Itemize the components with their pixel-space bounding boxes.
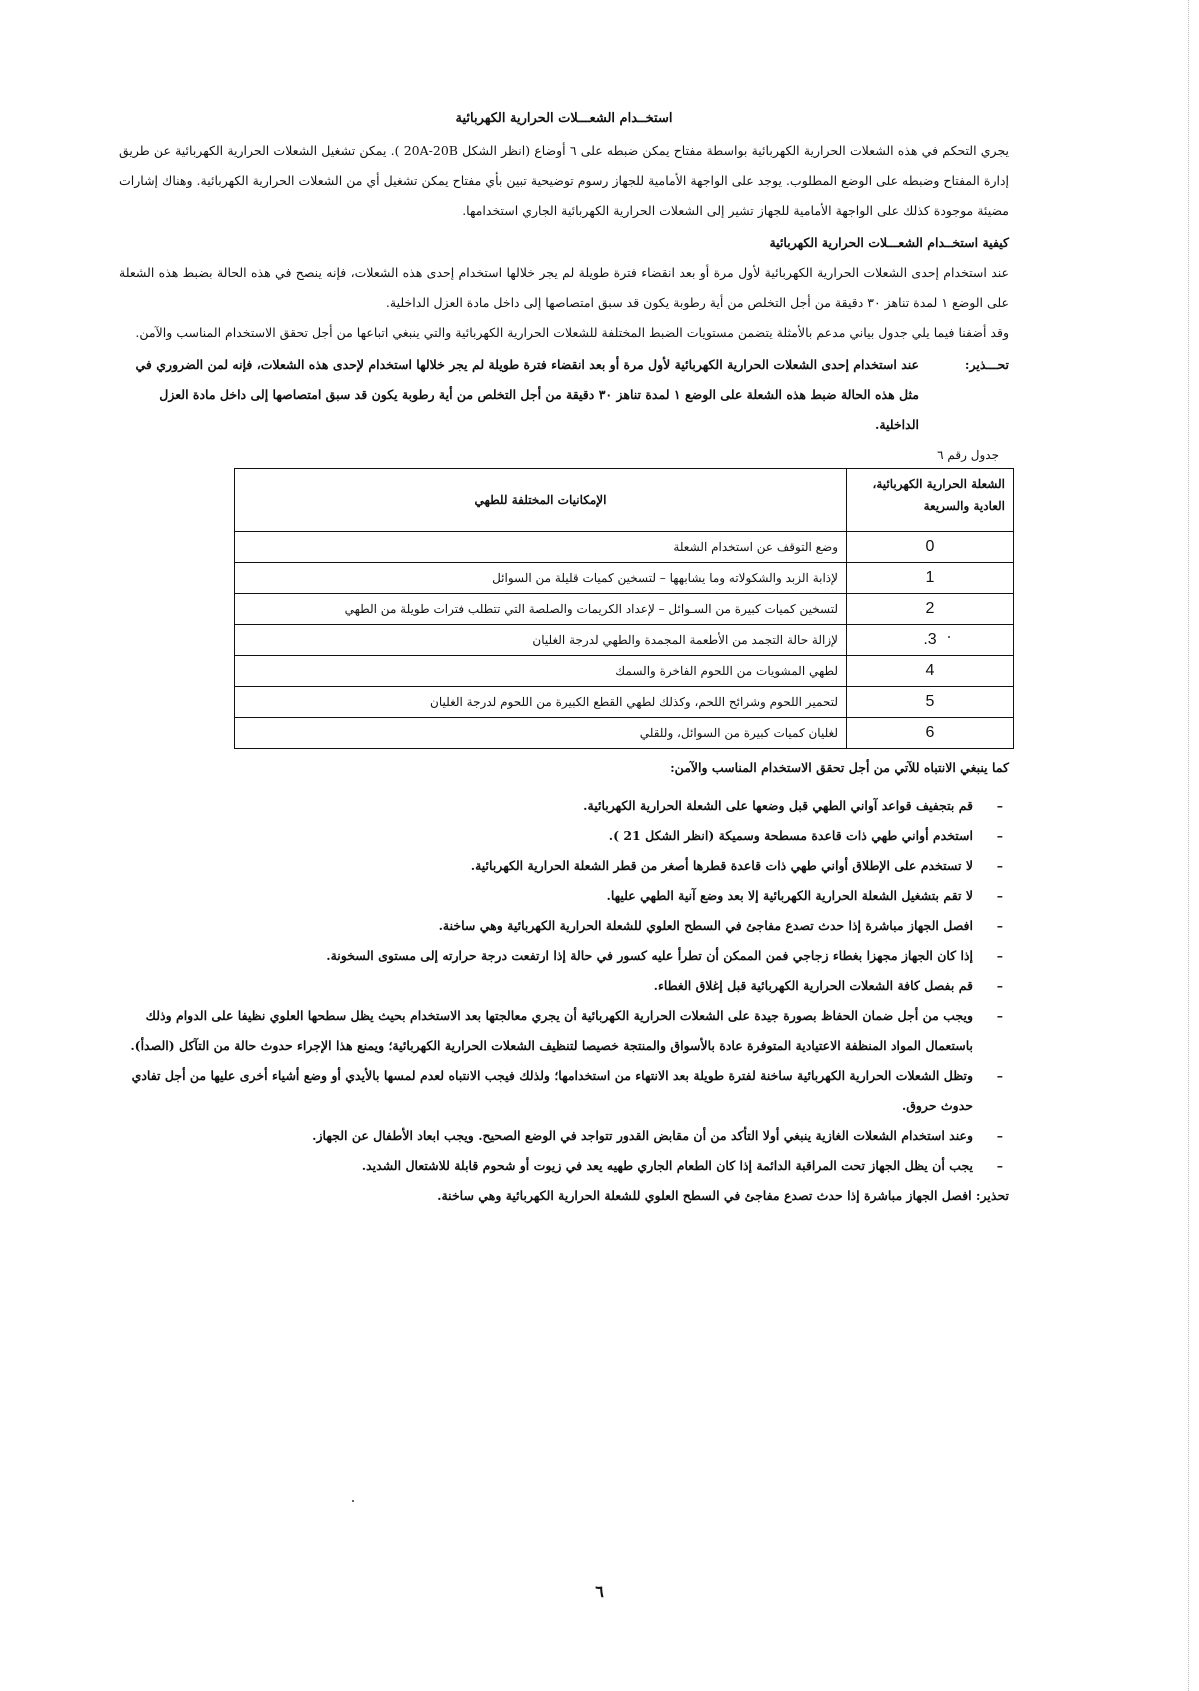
- list-item: – قم بفصل كافة الشعلات الحرارية الكهربائية قبل إغلاق الغطاء.: [119, 971, 1009, 1001]
- warning-label: تحـــذير:: [964, 357, 1009, 372]
- table-row: [235, 687, 1014, 718]
- table-row: [235, 532, 1014, 563]
- header-burner: الشعلة الحرارية الكهربائية، العادية والسريعة: [847, 469, 1014, 532]
- page-number: ٦: [595, 1582, 604, 1601]
- warning-block: [119, 350, 1009, 440]
- level-cell: 6: [847, 718, 1014, 749]
- table-row: [235, 563, 1014, 594]
- table-caption: جدول رقم ٦: [937, 448, 999, 462]
- description-cell: لإذابة الزبد والشكولاته وما يشابهها – لتسخين كميات قليلة من السوائل: [235, 563, 847, 594]
- list-item: – افصل الجهاز مباشرة إذا حدث تصدع مفاجئ في السطح العلوي للشعلة الحرارية الكهربائية وهي ساخنة.: [119, 911, 1009, 941]
- description-cell: لطهي المشويات من اللحوم الفاخرة والسمك: [235, 656, 847, 687]
- table-row: [235, 718, 1014, 749]
- intro-paragraph: يجري التحكم في هذه الشعلات الحرارية الكهربائية بواسطة مفتاح يمكن ضبطه على ٦ أوضاع (انظر الشكل 20A-20B ). يمكن تشغيل الشعلات الحرارية الكهربائية عن طريق إدارة المفتاح وضبطه على الوضع المطلوب. يوجد على الواجهة الأمامية للجهاز رسوم توضيحية تبين بأي مفتاح يمكن تشغيل أي من الشعلات الحرارية الكهربائية. وهناك إشارات مضيئة موجودة كذلك على الواجهة الأمامية للجهاز تشير إلى الشعلات الحرارية الكهربائية الجاري استخدامها.: [119, 143, 1009, 218]
- table-intro-paragraph: وقد أضفنا فيما يلي جدول بياني مدعم بالأمثلة يتضمن مستويات الضبط المختلفة للشعلات الحرارية الكهربائية والتي ينبغي اتباعها من أجل تحقق الاستخدام المناسب والآمن.: [135, 325, 1009, 340]
- page-edge-line: [1187, 0, 1189, 1691]
- cooking-levels-table: [234, 468, 1014, 749]
- list-item: – لا تقم بتشغيل الشعلة الحرارية الكهربائية إلا بعد وضع آنية الطهي عليها.: [119, 881, 1009, 911]
- table-header-row: [235, 469, 1014, 532]
- warning-text: عند استخدام إحدى الشعلات الحرارية الكهربائية لأول مرة أو بعد انقضاء فترة طويلة لم يجر خلالها استخدام لإحدى هذه الشعلات، فإنه لمن الضروري في مثل هذه الحالة ضبط هذه الشعلة على الوضع ١ لمدة تناهز ٣٠ دقيقة من أجل التخلص من أية رطوبة يكون قد سبق امتصاصها إلى داخل مادة العزل الداخلية.: [135, 357, 919, 432]
- list-item: – استخدم أواني طهي ذات قاعدة مسطحة وسميكة (انظر الشكل 21 ).: [119, 821, 1009, 851]
- table-row: [235, 594, 1014, 625]
- list-item: – ويجب من أجل ضمان الحفاظ بصورة جيدة على الشعلات الحرارية الكهربائية أن يجري معالجتها بعد الاستخدام بحيث يظل سطحها العلوي نظيفا على الدوام وذلك باستعمال المواد المنظفة الاعتيادية المتوفرة عادة بالأسواق والمنتجة خصيصا لتنظيف الشعلات الحرارية الكهربائية؛ ويمنع هذا الإجراء حدوث حالة من التآكل (الصدأ).: [119, 1001, 1009, 1061]
- table-row: [235, 656, 1014, 687]
- level-cell: 2: [847, 594, 1014, 625]
- description-cell: لإزالة حالة التجمد من الأطعمة المجمدة والطهي لدرجة الغليان: [235, 625, 847, 656]
- description-cell: لتحمير اللحوم وشرائح اللحم، وكذلك لطهي القطع الكبيرة من اللحوم لدرجة الغليان: [235, 687, 847, 718]
- safety-tips-list: [119, 791, 1009, 1181]
- list-item: – وتظل الشعلات الحرارية الكهربائية ساخنة لفترة طويلة بعد الانتهاء من استخدامها؛ ولذلك فيجب الانتباه لعدم لمسها بالأيدي أو وضع أشياء أخرى عليها من أجل تفادي حدوث حروق.: [119, 1061, 1009, 1121]
- level-cell: 4: [847, 656, 1014, 687]
- final-warning: تحذير: افصل الجهاز مباشرة إذا حدث تصدع مفاجئ في السطح العلوي للشعلة الحرارية الكهربائية وهي ساخنة.: [437, 1188, 1009, 1203]
- description-cell: لتسخين كميات كبيرة من السـوائل – لإعداد الكريمات والصلصة التي تتطلب فترات طويلة من الطهي: [235, 594, 847, 625]
- list-item: – وعند استخدام الشعلات الغازية ينبغي أولا التأكد من أن مقابض القدور تتواجد في الوضع الصحيح. ويجب ابعاد الأطفال عن الجهاز.: [119, 1121, 1009, 1151]
- level-cell: 1: [847, 563, 1014, 594]
- level-cell: 3.: [847, 625, 1014, 656]
- description-cell: وضع التوقف عن استخدام الشعلة: [235, 532, 847, 563]
- level-cell: 0: [847, 532, 1014, 563]
- usage-paragraph: عند استخدام إحدى الشعلات الحرارية الكهربائية لأول مرة أو بعد انقضاء فترة طويلة لم يجر خلالها استخدام إحدى هذه الشعلات، فإنه ينصح في هذه الحالة بضبط هذه الشعلة على الوضع ١ لمدة تناهز ٣٠ دقيقة من أجل التخلص من أية رطوبة يكون قد سبق امتصاصها إلى داخل مادة العزل الداخلية.: [119, 265, 1009, 310]
- description-cell: لغليان كميات كبيرة من السوائل، وللقلي: [235, 718, 847, 749]
- safety-intro: كما ينبغي الانتباه للآتي من أجل تحقق الاستخدام المناسب والآمن:: [670, 760, 1009, 775]
- list-item: – قم بتجفيف قواعد آواني الطهي قبل وضعها على الشعلة الحرارية الكهربائية.: [119, 791, 1009, 821]
- scan-speck: [352, 1500, 354, 1502]
- table-row: [235, 625, 1014, 656]
- header-options: الإمكانيات المختلفة للطهي: [235, 469, 847, 532]
- level-cell: 5: [847, 687, 1014, 718]
- document-body: [119, 104, 1009, 1211]
- section-subtitle: كيفية استخــدام الشعـــلات الحرارية الكهربائية: [769, 235, 1009, 250]
- list-item: – إذا كان الجهاز مجهزا بغطاء زجاجي فمن الممكن أن تطرأ عليه كسور في حالة إذا ارتفعت درجة حرارته إلى مستوى السخونة.: [119, 941, 1009, 971]
- page-title: استخــدام الشعـــلات الحرارية الكهربائية: [455, 111, 673, 126]
- list-item: – لا تستخدم على الإطلاق أواني طهي ذات قاعدة قطرها أصغر من قطر الشعلة الحرارية الكهربائية.: [119, 851, 1009, 881]
- list-item: – يجب أن يظل الجهاز تحت المراقبة الدائمة إذا كان الطعام الجاري طهيه يعد في زيوت أو شحوم قابلة للاشتعال الشديد.: [119, 1151, 1009, 1181]
